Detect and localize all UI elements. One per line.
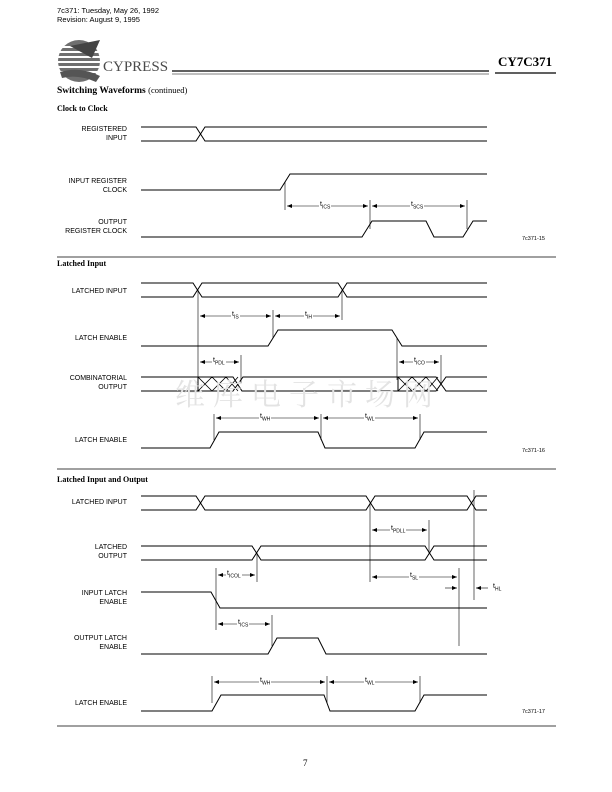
signal-label-output-register-clock — [17, 219, 127, 236]
doc-date-line: 7c371: Tuesday, May 26, 1992 — [57, 6, 160, 15]
signal-label-input-latch-enable — [17, 590, 127, 607]
waveform-latched-output — [141, 546, 487, 560]
timing-t: t — [493, 583, 495, 590]
diagram-title-latched-input-output: Latched Input and Output — [57, 475, 148, 484]
waveform-latch-enable-2 — [141, 432, 487, 448]
cypress-logo-text: CYPRESS — [103, 59, 169, 75]
waveform-input-latch-enable — [141, 592, 487, 608]
waveform-lio-latch-enable — [141, 695, 487, 711]
signal-label-input-register-clock — [17, 178, 127, 195]
timing-label-tis — [231, 311, 240, 320]
timing-sub: PDL — [214, 360, 225, 367]
waveform-output-latch-enable — [141, 638, 487, 654]
timing-sub: ICS — [321, 204, 331, 211]
doc-revision-line: Revision: August 9, 1995 — [57, 15, 140, 24]
section-title — [57, 85, 187, 96]
timing-sub: WH — [261, 416, 271, 423]
signal-label-latched-input: LATCHED INPUT — [71, 288, 127, 295]
signal-label-line: ENABLE — [99, 643, 127, 651]
timing-label-twl — [364, 413, 375, 422]
timing-sub: WL — [366, 680, 375, 687]
timing-sub: ICS — [239, 622, 249, 629]
timing-t: t — [365, 413, 367, 420]
timing-label-twh — [259, 413, 271, 422]
diagram-title-clock-to-clock: Clock to Clock — [57, 104, 108, 113]
signal-label-line: OUTPUT — [98, 219, 127, 226]
timing-t: t — [391, 525, 393, 532]
timing-t: t — [260, 413, 262, 420]
waveform-output-register-clock — [141, 221, 487, 237]
timing-sub: ICOL — [228, 573, 241, 580]
signal-label-line: CLOCK — [102, 186, 127, 194]
timing-sub: WH — [261, 680, 271, 687]
signal-label-line: OUTPUT LATCH — [73, 635, 127, 642]
timing-t: t — [227, 570, 229, 577]
figure-id: 7c371-15 — [522, 236, 545, 242]
page-number: 7 — [303, 758, 308, 768]
signal-label-output-latch-enable — [17, 635, 127, 652]
timing-sub: ICO — [415, 360, 425, 367]
timing-sub: PDLL — [392, 528, 406, 535]
signal-label-registered-input — [17, 126, 127, 143]
waveform-input-register-clock — [141, 174, 487, 190]
signal-label-line: OUTPUT — [98, 552, 127, 560]
timing-label-twl — [364, 677, 375, 686]
waveform-latch-enable-1 — [141, 330, 487, 346]
timing-sub: IS — [233, 314, 239, 321]
timing-t: t — [232, 311, 234, 318]
timing-t: t — [365, 677, 367, 684]
signal-label-line: OUTPUT — [98, 383, 127, 391]
diagram-title-latched-input: Latched Input — [57, 259, 107, 268]
timing-t: t — [411, 201, 413, 208]
figure-id: 7c371-17 — [522, 709, 545, 715]
signal-label-line: INPUT REGISTER — [68, 178, 127, 185]
signal-label-line: REGISTER CLOCK — [65, 227, 127, 235]
timing-label-tics — [237, 619, 249, 628]
waveform-latched-input — [141, 283, 487, 297]
signal-label-line: ENABLE — [99, 598, 127, 606]
timing-label-tpdll — [390, 525, 406, 534]
timing-label-tics — [319, 201, 331, 210]
timing-t: t — [410, 572, 412, 579]
timing-label-tscs — [410, 201, 424, 210]
timing-t: t — [320, 201, 322, 208]
timing-label-thl — [492, 583, 502, 592]
timing-sub: WL — [366, 416, 375, 423]
timing-label-tico — [413, 357, 426, 366]
timing-sub: HL — [494, 586, 502, 593]
timing-sub: SL — [411, 575, 419, 582]
timing-label-tih — [304, 311, 313, 320]
figure-id: 7c371-16 — [522, 448, 545, 454]
timing-t: t — [238, 619, 240, 626]
timing-sub: SCS — [412, 204, 424, 211]
signal-label-latch-enable: LATCH ENABLE — [75, 335, 127, 342]
timing-label-tpdl — [212, 357, 226, 366]
part-number: CY7C371 — [498, 54, 553, 69]
signal-label-latched-output — [17, 544, 127, 561]
timing-label-twh — [259, 677, 271, 686]
signal-label-latched-input: LATCHED INPUT — [71, 499, 127, 506]
signal-label-line: INPUT — [106, 134, 127, 142]
signal-label-latch-enable: LATCH ENABLE — [75, 700, 127, 707]
waveforms — [141, 127, 488, 711]
waveform-registered-input — [141, 127, 487, 141]
section-continued: (continued) — [148, 85, 188, 95]
signal-label-line: INPUT LATCH — [81, 590, 127, 597]
timing-t: t — [213, 357, 215, 364]
signal-label-line: REGISTERED — [81, 126, 127, 133]
cypress-logo-mark — [56, 40, 102, 82]
watermark: 维库电子市场网 — [175, 378, 441, 413]
timing-t: t — [260, 677, 262, 684]
timing-label-ticol — [226, 570, 242, 579]
timing-t: t — [414, 357, 416, 364]
signal-label-latch-enable: LATCH ENABLE — [75, 437, 127, 444]
timing-sub: IH — [306, 314, 312, 321]
timing-t: t — [305, 311, 307, 318]
section-title-text: Switching Waveforms — [57, 86, 146, 96]
signal-label-line: COMBINATORIAL — [69, 375, 127, 382]
timing-label-tsl — [409, 572, 419, 581]
signal-label-line: LATCHED — [94, 544, 127, 551]
signal-label-combinatorial-output — [17, 375, 127, 392]
waveform-lio-latched-input — [141, 496, 487, 510]
